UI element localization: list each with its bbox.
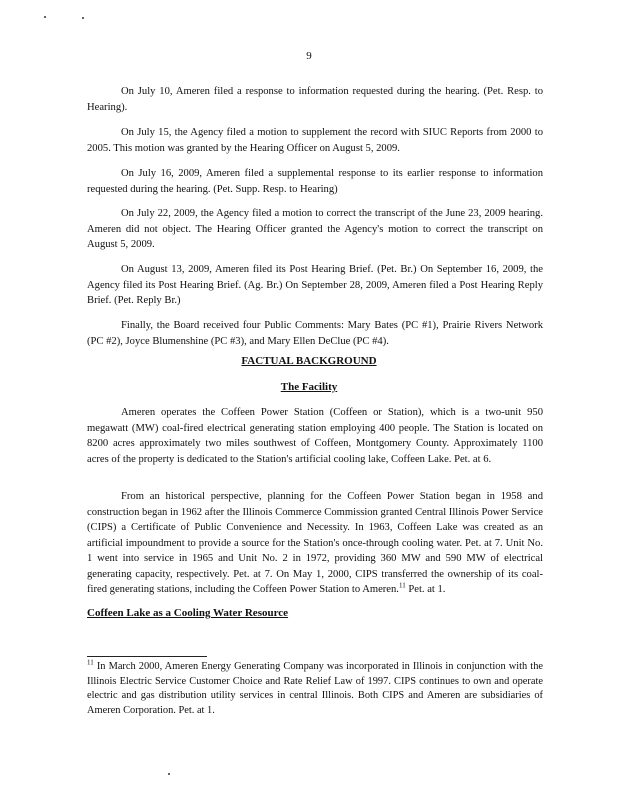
paragraph: [87, 318, 543, 349]
paragraph: [87, 84, 543, 115]
paragraph-text: Finally, the Board received four Public Comments: Mary Bates (PC #1), Prairie Rivers Network (PC #2), Joyce Blumenshine (PC #3), and Mary Ellen DeClue (PC #4).: [87, 320, 543, 347]
paragraph-text: Ameren operates the Coffeen Power Station (Coffeen or Station), which is a two-unit 950 megawatt (MW) coal-fired electrical generating station employing 400 people. The Station is located on 8200 acres approximately two miles southwest of Coffeen, Montgomery County. Approximately 1100 acres of the property is dedicated to the Station's artificial cooling lake, Coffeen Lake. Pet. at 6.: [87, 407, 543, 465]
paragraph-text: On July 16, 2009, Ameren filed a supplemental response to its earlier response to information requested during the hearing. (Pet. Supp. Resp. to Hearing): [87, 168, 543, 195]
paragraph-text: On July 10, Ameren filed a response to information requested during the hearing. (Pet. Resp. to Hearing).: [87, 86, 543, 113]
paragraph: [87, 166, 543, 197]
subsection-heading: Coffeen Lake as a Cooling Water Resource: [87, 607, 289, 619]
paragraph-text: Pet. at 1.: [405, 584, 446, 595]
footnote-reference[interactable]: 11: [398, 581, 406, 590]
paragraph-text: On August 13, 2009, Ameren filed its Post Hearing Brief. (Pet. Br.) On September 16, 2009, the Agency filed its Post Hearing Brief. (Ag. Br.) On September 28, 2009, Ameren filed a Post Hearing Reply Brief. (Pet. Reply Br.): [87, 264, 543, 306]
scan-speck: [168, 773, 170, 775]
paragraph-text: From an historical perspective, planning for the Coffeen Power Station began in 1958 and construction began in 1962 after the Illinois Commerce Commission granted Central Illinois Power Service (CIPS) a Certificate of Public Convenience and Necessity. In 1963, Coffeen Lake was created as an artificial impoundment to provide a source for the Station's once-through cooling water. Pet. at 7. Unit No. 1 went into service in 1965 and Unit No. 2 in 1972, providing 360 MW and 590 MW of electrical generating capacity, respectively. Pet. at 7. On May 1, 2000, CIPS transferred the ownership of its coal-fired generating stations, including the Coffeen Power Station to Ameren.: [87, 491, 543, 595]
paragraph-text: On July 22, 2009, the Agency filed a motion to correct the transcript of the June 23, 2009 hearing. Ameren did not object. The Hearing Officer granted the Agency's motion to correct the transcript on August 5, 2009.: [87, 208, 543, 250]
paragraph: [87, 262, 543, 309]
paragraph: [87, 125, 543, 156]
scan-speck: [44, 16, 46, 18]
paragraph: [87, 489, 543, 598]
footnote-number: 11: [87, 658, 94, 667]
paragraph: [87, 206, 543, 253]
subsection-heading: The Facility: [280, 381, 338, 393]
footnote-divider: [87, 656, 207, 657]
paragraph-text: On July 15, the Agency filed a motion to supplement the record with SIUC Reports from 2000 to 2005. This motion was granted by the Hearing Officer on August 5, 2009.: [87, 127, 543, 154]
footnote-text: In March 2000, Ameren Energy Generating Company was incorporated in Illinois in conjunction with the Illinois Electric Service Customer Choice and Rate Relief Law of 1997. CIPS continues to own and operate electric and gas distribution utility services in central Illinois. Both CIPS and Ameren are subsidiaries of Ameren Corporation. Pet. at 1.: [87, 661, 543, 716]
footnote: [87, 660, 543, 718]
section-heading: FACTUAL BACKGROUND: [241, 355, 377, 367]
paragraph: [87, 405, 543, 467]
scan-speck: [82, 17, 84, 19]
page-number: 9: [306, 50, 312, 62]
